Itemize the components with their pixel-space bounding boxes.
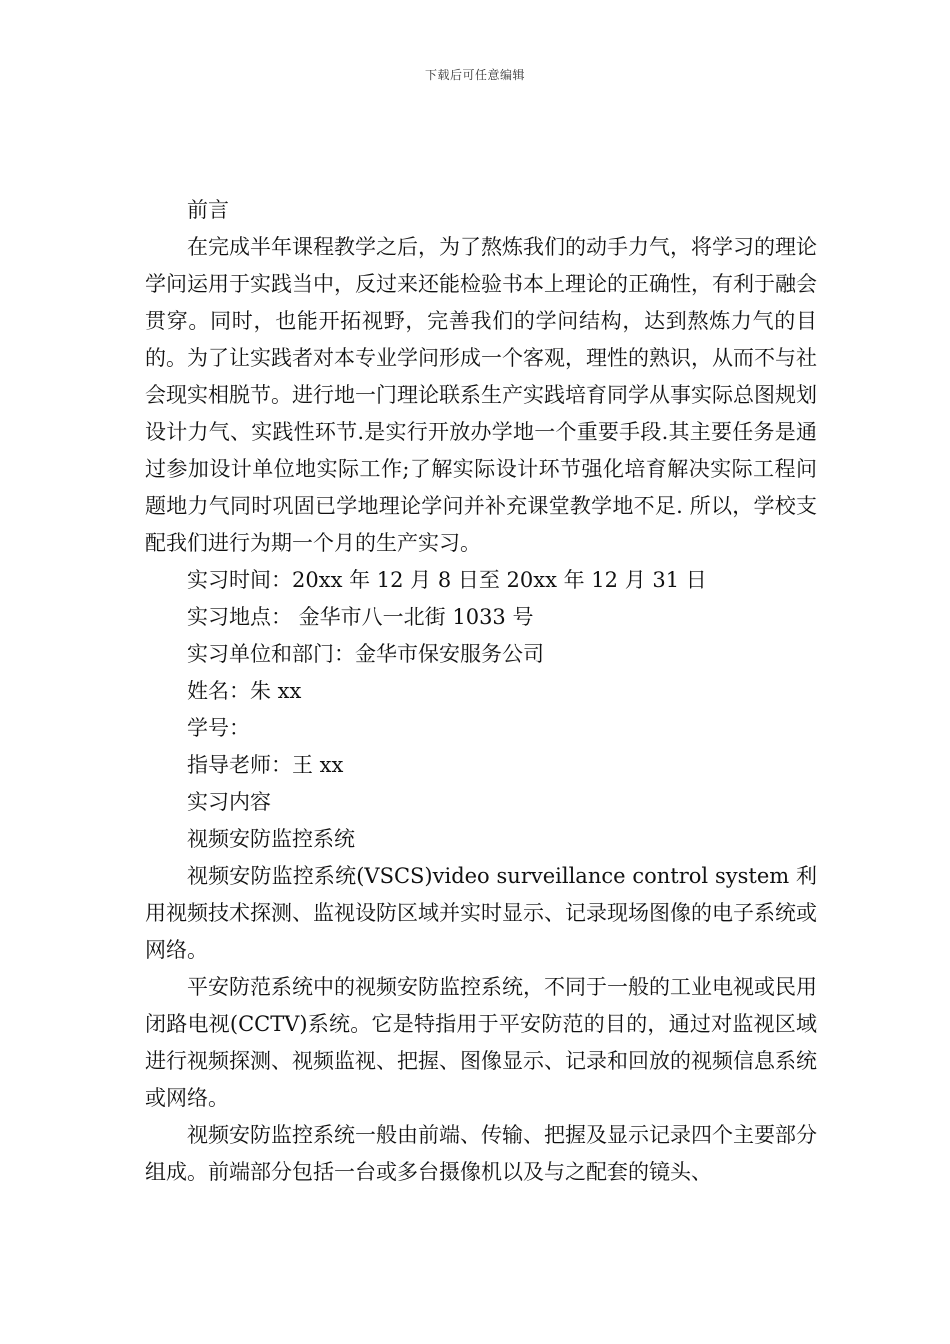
internship-time: 实习时间：20xx 年 12 月 8 日至 20xx 年 12 月 31 日 <box>187 568 707 592</box>
paragraph-vscs-definition: 视频安防监控系统(VSCS)video surveillance control system 利用视频技术探测、监视设防区域并实时显示、记录现场图像的电子系统或网络。 <box>145 864 817 962</box>
preface-heading: 前言 <box>187 198 229 222</box>
internship-unit: 实习单位和部门：金华市保安服务公司 <box>187 642 544 666</box>
content-heading: 实习内容 <box>187 790 271 814</box>
paragraph-vscs-difference: 平安防范系统中的视频安防监控系统，不同于一般的工业电视或民用闭路电视(CCTV)系统。它是特指用于平安防范的目的，通过对监视区域进行视频探测、视频监视、把握、图像显示、记录和回放的视频信息系统或网络。 <box>145 975 817 1110</box>
internship-location: 实习地点： 金华市八一北街 1033 号 <box>187 605 534 629</box>
preface-paragraph: 在完成半年课程教学之后，为了熬炼我们的动手力气，将学习的理论学问运用于实践当中，反过来还能检验书本上理论的正确性，有利于融会贯穿。同时，也能开拓视野，完善我们的学问结构，达到熬炼力气的目的。为了让实践者对本专业学问形成一个客观，理性的熟识，从而不与社会现实相脱节。进行地一门理论联系生产实践培育同学从事实际总图规划设计力气、实践性环节.是实行开放办学地一个重要手段.其主要任务是通过参加设计单位地实际工作;了解实际设计环节强化培育解决实际工程问题地力气同时巩固已学地理论学问并补充课堂教学地不足. 所以，学校支配我们进行为期一个月的生产实习。 <box>145 235 817 555</box>
document-body <box>145 192 817 1191</box>
paragraph-vscs-components: 视频安防监控系统一般由前端、传输、把握及显示记录四个主要部分组成。前端部分包括一台或多台摄像机以及与之配套的镜头、 <box>145 1123 817 1184</box>
student-name: 姓名：朱 xx <box>187 679 302 703</box>
page-header-note: 下载后可任意编辑 <box>424 68 525 82</box>
student-id: 学号： <box>187 716 250 740</box>
advisor: 指导老师：王 xx <box>187 753 344 777</box>
section-title: 视频安防监控系统 <box>187 827 355 851</box>
